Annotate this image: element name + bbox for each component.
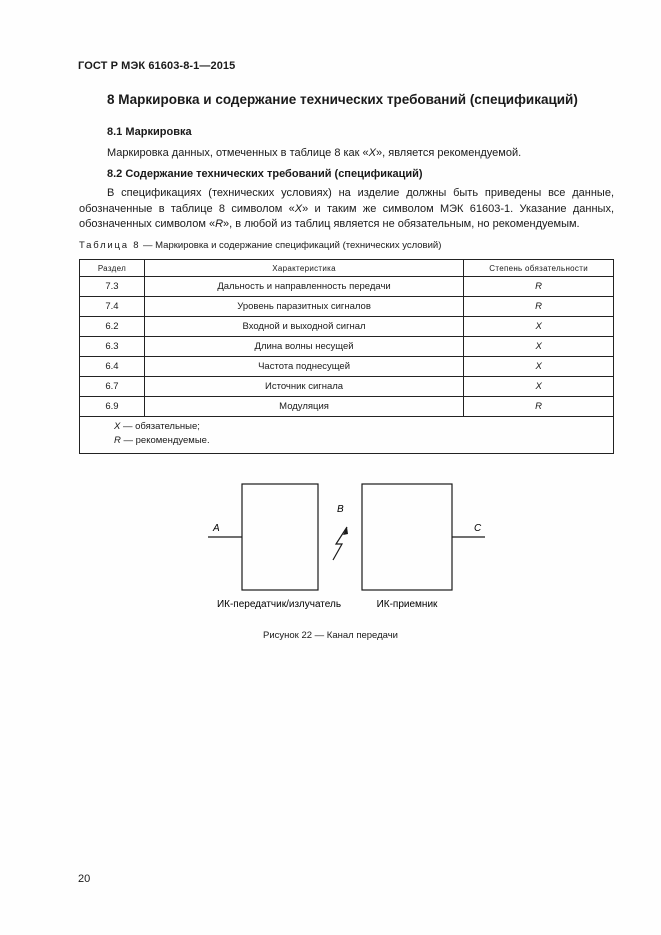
cell-section: 7.3 <box>80 277 145 297</box>
cell-section: 6.7 <box>80 377 145 397</box>
note-text: — обязательные; <box>120 421 200 432</box>
cell-section: 6.4 <box>80 357 145 377</box>
subsection-heading-specs: 8.2 Содержание технических требований (спецификаций) <box>107 168 423 180</box>
label-c: C <box>474 523 482 534</box>
cell-characteristic: Длина волны несущей <box>144 337 463 357</box>
col-header-obligation: Степень обязательности <box>464 260 614 277</box>
label-b: B <box>337 504 344 515</box>
cell-characteristic: Частота поднесущей <box>144 357 463 377</box>
subsection-heading-marking: 8.1 Маркировка <box>107 126 192 138</box>
page-number: 20 <box>78 873 91 885</box>
cell-characteristic: Источник сигнала <box>144 377 463 397</box>
symbol-r: R <box>215 218 224 230</box>
symbol-x: X <box>294 202 303 215</box>
table-caption-text: — Маркировка и содержание спецификаций (технических условий) <box>140 240 442 251</box>
paragraph-text: В спецификациях (технических условиях) на изделие должны быть приведены все данные, обозначенные в таблице 8 символом « <box>79 187 614 215</box>
cell-section: 6.3 <box>80 337 145 357</box>
label-a: A <box>213 523 220 534</box>
figure-caption: Рисунок 22 — Канал передачи <box>262 630 398 641</box>
cell-obligation: X <box>464 377 614 397</box>
receiver-label: ИК-приемник <box>376 599 438 610</box>
section-heading: 8 Маркировка и содержание технических требований (спецификаций) <box>107 92 578 107</box>
cell-obligation: R <box>464 297 614 317</box>
transmitter-label: ИК-передатчик/излучатель <box>216 599 342 610</box>
cell-section: 7.4 <box>80 297 145 317</box>
col-header-section: Раздел <box>80 260 145 277</box>
transmitter-box <box>242 484 318 590</box>
cell-characteristic: Входной и выходной сигнал <box>144 317 463 337</box>
paragraph-text: Маркировка данных, отмеченных в таблице 8 как « <box>107 147 369 159</box>
paragraph-text: », является рекомендуемой. <box>376 147 522 159</box>
note-text: — рекомендуемые. <box>120 435 210 446</box>
cell-section: 6.2 <box>80 317 145 337</box>
document-id: ГОСТ Р МЭК 61603-8-1—2015 <box>78 60 236 72</box>
paragraph-text: », в любой из таблиц является не обязательным, но рекомендуемым. <box>223 218 580 230</box>
cell-obligation: X <box>464 357 614 377</box>
symbol-x: X <box>368 147 377 159</box>
paragraph-text: » и таким же символом МЭК 61603-1. Указание данных, обозначенных символом « <box>79 202 614 230</box>
note-symbol: X <box>114 421 121 432</box>
cell-section: 6.9 <box>80 397 145 417</box>
table-caption-prefix: Таблица 8 <box>79 240 141 251</box>
cell-obligation: X <box>464 337 614 357</box>
receiver-box <box>362 484 452 590</box>
note-symbol: R <box>114 435 121 446</box>
cell-characteristic: Модуляция <box>144 397 463 417</box>
cell-obligation: X <box>464 317 614 337</box>
cell-characteristic: Дальность и направленность передачи <box>144 277 463 297</box>
cell-obligation: R <box>464 397 614 417</box>
col-header-characteristic: Характеристика <box>144 260 463 277</box>
ir-signal-icon <box>333 527 348 560</box>
cell-obligation: R <box>464 277 614 297</box>
cell-characteristic: Уровень паразитных сигналов <box>144 297 463 317</box>
